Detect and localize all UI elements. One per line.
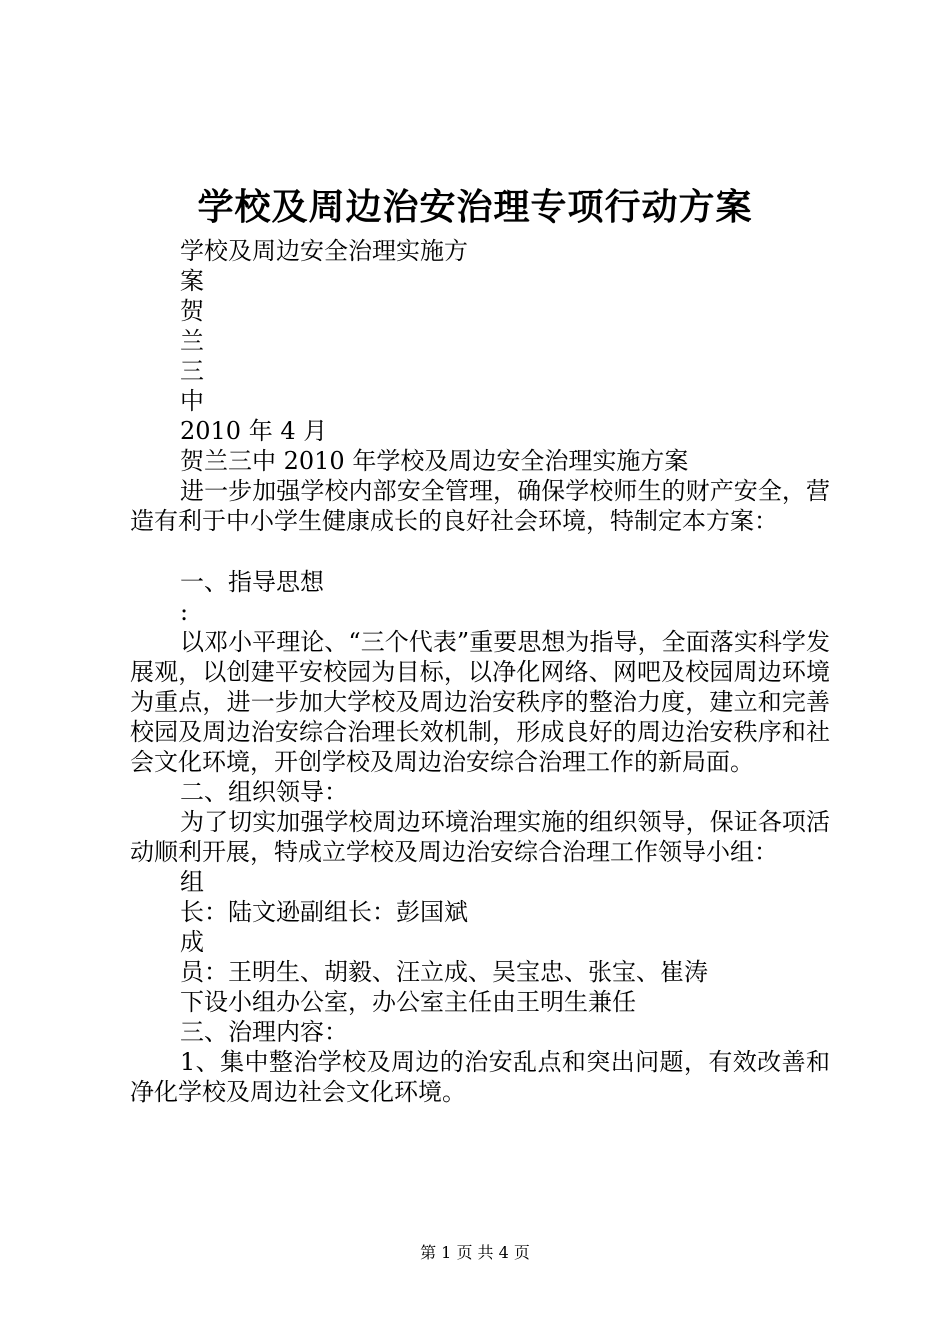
section1-body: 以邓小平理论、“三个代表”重要思想为指导，全面落实科学发展观，以创建平安校园为目标，以净化网络、网吧及校园周边环境为重点，进一步加大学校及周边治安秩序的整治力度，建立和完善校园及周边治安综合治理长效机制，形成良好的周边治安秩序和社会文化环境，开创学校及周边治安综合治理工作的新局面。 — [130, 628, 830, 776]
cover-date: 2010 年 4 月 — [180, 417, 328, 445]
section1-heading: 一、指导思想 — [180, 568, 324, 596]
blank-spacer — [130, 536, 830, 567]
cover-subtitle: 贺兰三中 2010 年学校及周边安全治理实施方案 — [180, 447, 689, 475]
document-body — [130, 236, 830, 1107]
cover-line-5: 三 — [180, 357, 204, 385]
section2-body: 为了切实加强学校周边环境治理实施的组织领导，保证各项活动顺利开展，特成立学校及周边治安综合治理工作领导小组： — [130, 808, 830, 866]
section3-item-1: 1、集中整治学校及周边的治安乱点和突出问题，有效改善和净化学校及周边社会文化环境。 — [130, 1048, 830, 1106]
cover-line-6: 中 — [180, 387, 204, 415]
cover-line-3: 贺 — [180, 297, 204, 325]
section2-heading: 二、组织领导： — [180, 778, 348, 806]
section2-line-5: 下设小组办公室，办公室主任由王明生兼任 — [180, 988, 636, 1016]
cover-line-1: 学校及周边安全治理实施方 — [180, 237, 468, 265]
section2-line-3: 成 — [180, 928, 204, 956]
intro-paragraph: 进一步加强学校内部安全管理，确保学校师生的财产安全，营造有利于中小学生健康成长的良好社会环境，特制定本方案： — [130, 477, 830, 535]
document-title: 学校及周边治安治理专项行动方案 — [197, 186, 753, 228]
section3-heading: 三、治理内容： — [180, 1018, 348, 1046]
cover-line-4: 兰 — [180, 327, 204, 355]
page-footer: 第 1 页 共 4 页 — [420, 1243, 530, 1262]
section2-line-2: 长：陆文逊副组长：彭国斌 — [180, 898, 468, 926]
section1-colon: : — [180, 598, 189, 626]
section2-line-1: 组 — [180, 868, 204, 896]
cover-line-2: 案 — [180, 267, 204, 295]
section2-line-4: 员：王明生、胡毅、汪立成、吴宝忠、张宝、崔涛 — [180, 958, 708, 986]
